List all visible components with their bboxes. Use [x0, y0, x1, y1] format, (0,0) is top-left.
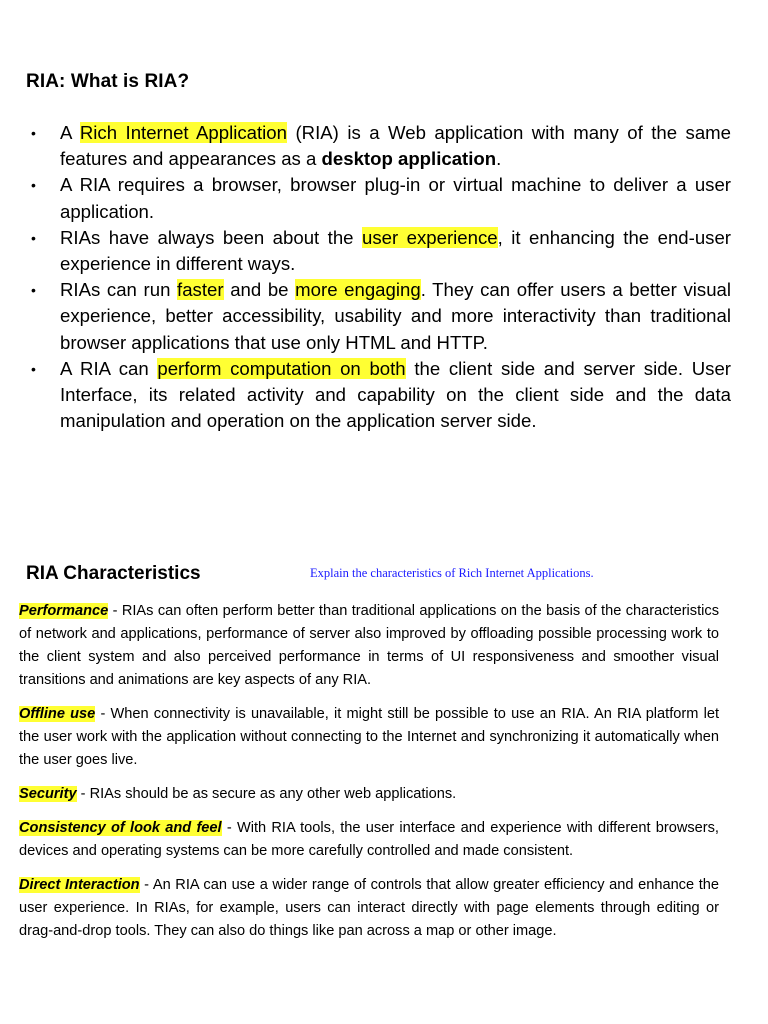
characteristic-term: Performance	[19, 603, 109, 619]
bullet-icon: •	[31, 360, 36, 377]
bullet-icon: •	[31, 125, 36, 141]
characteristic-term: Offline use	[19, 706, 96, 722]
section-title-what-is-ria: RIA: What is RIA?	[26, 71, 190, 92]
highlighted-text: more engaging	[295, 279, 421, 301]
highlighted-text: perform computation on both	[157, 357, 406, 379]
highlighted-text: user experience	[362, 226, 498, 248]
bold-text: desktop application	[321, 148, 497, 170]
section-title-ria-characteristics: RIA Characteristics	[26, 563, 201, 584]
highlighted-text: Rich Internet Application	[79, 122, 287, 143]
characteristic-term: Security	[19, 786, 77, 802]
list-item: • A RIA can perform computation on both the client side and server side. User Interface, its related activity and capability on the client side and the data manipulation and operation on the application server side.	[31, 357, 731, 432]
characteristic-term: Direct Interaction	[19, 877, 140, 893]
characteristics-header-row	[26, 563, 746, 585]
list-item: • A Rich Internet Application (RIA) is a Web application with many of the same features and appearances as a desktop application.	[31, 122, 732, 170]
characteristic-term: Consistency of look and feel	[19, 820, 222, 836]
characteristics-list	[19, 600, 719, 954]
bullet-icon: •	[31, 177, 36, 194]
list-item: • RIAs can run faster and be more engaging. They can offer users a better visual experience, better accessibility, usability and more interactivity than traditional browser applications that use only HTML and HTTP.	[31, 279, 732, 353]
list-item: • A RIA requires a browser, browser plug-in or virtual machine to deliver a user application.	[31, 174, 731, 222]
bullet-icon: •	[31, 229, 36, 246]
highlighted-text: faster	[177, 279, 224, 301]
characteristic-item: Offline use - When connectivity is unavailable, it might still be possible to use an RIA. An RIA platform let the user work with the application without connecting to the Internet and synchronizing it automatically when the user goes live.	[19, 706, 719, 768]
characteristic-item: Consistency of look and feel - With RIA tools, the user interface and experience with different browsers, devices and operating systems can be more carefully controlled and made consistent.	[19, 820, 719, 859]
annotation-note: Explain the characteristics of Rich Internet Applications.	[310, 566, 594, 580]
characteristic-item: Security - RIAs should be as secure as any other web applications.	[19, 786, 457, 802]
bullet-icon: •	[31, 282, 36, 299]
list-item: • RIAs have always been about the user experience, it enhancing the end-user experience in different ways.	[31, 226, 731, 275]
characteristic-item: Performance - RIAs can often perform better than traditional applications on the basis of the characteristics of network and applications, performance of server also improved by offloading possible processing work to the client system and also perceived performance in terms of UI responsiveness and smoother visual transitions and animations are key aspects of any RIA.	[19, 603, 719, 688]
ria-definition-list	[31, 120, 731, 434]
characteristic-item: Direct Interaction - An RIA can use a wider range of controls that allow greater efficiency and enhance the user experience. In RIAs, for example, users can interact directly with page elements through editing or drag-and-drop tools. They can also do things like pan across a map or other image.	[19, 877, 719, 939]
